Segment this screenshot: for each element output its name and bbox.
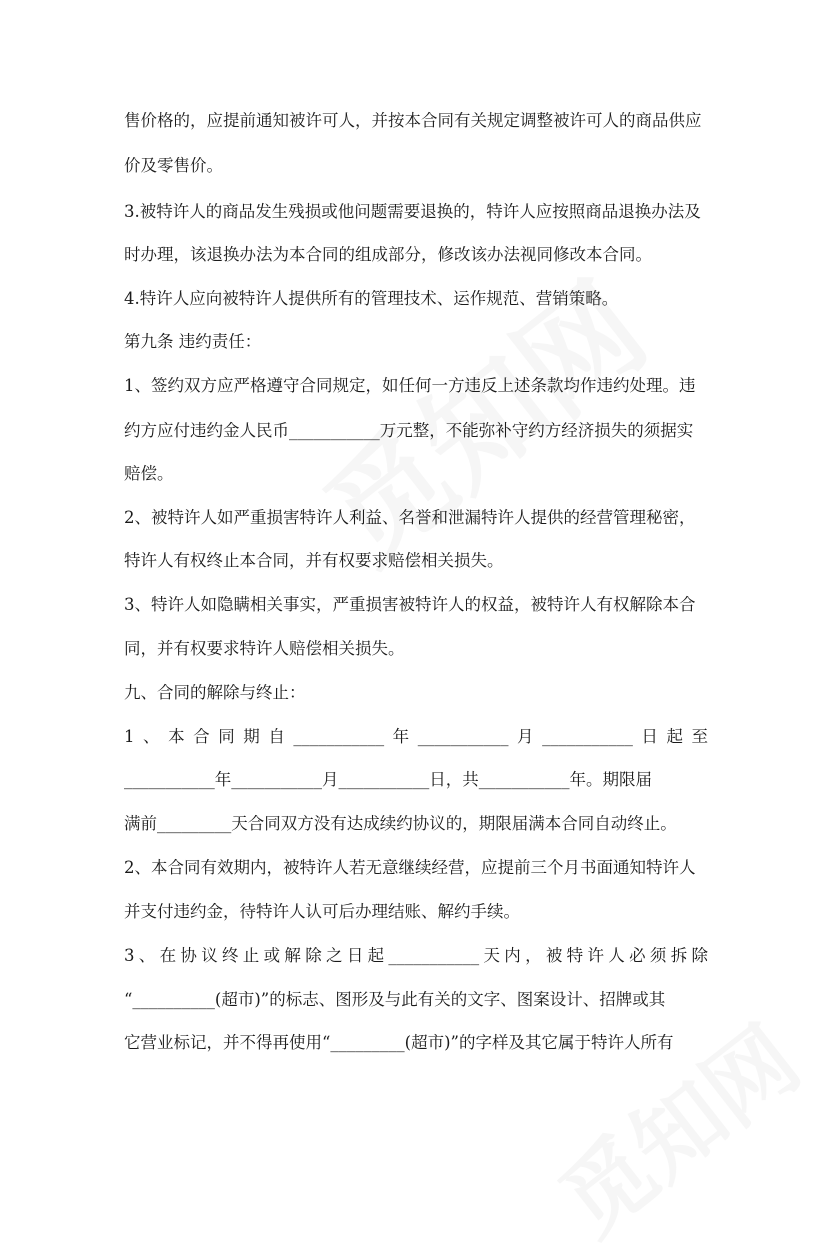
text-line: 2、本合同有效期内，被特许人若无意继续经营，应提前三个月书面通知特许人 bbox=[124, 858, 696, 877]
text-line: 3、特许人如隐瞒相关事实，严重损害被特许人的权益，被特许人有权解除本合 bbox=[124, 595, 696, 614]
text-line: 价及零售价。 bbox=[124, 156, 223, 175]
section-heading: 九、合同的解除与终止： bbox=[124, 683, 306, 702]
section-heading: 第九条 违约责任： bbox=[124, 332, 262, 351]
text-line: 时办理，该退换办法为本合同的组成部分，修改该办法视同修改本合同。 bbox=[124, 245, 652, 264]
text-line: 它营业标记，并不得再使用“_________(超市)”的字样及其它属于特许人所有 bbox=[124, 1033, 674, 1052]
text-line: 1、本合同期自___________年___________月___________日起至 bbox=[124, 727, 708, 746]
text-line: 4.特许人应向被特许人提供所有的管理技术、运作规范、营销策略。 bbox=[124, 289, 619, 308]
text-line: 赔偿。 bbox=[124, 464, 174, 483]
text-line: 满前_________天合同双方没有达成续约协议的，期限届满本合同自动终止。 bbox=[124, 814, 677, 833]
text-line: 1、签约双方应严格遵守合同规定，如任何一方违反上述条款均作违约处理。违 bbox=[124, 376, 696, 395]
text-line: 3.被特许人的商品发生残损或他问题需要退换的，特许人应按照商品退换办法及 bbox=[124, 202, 701, 221]
watermark bbox=[529, 991, 822, 1259]
text-line: 特许人有权终止本合同，并有权要求赔偿相关损失。 bbox=[124, 551, 504, 570]
text-line: 并支付违约金，待特许人认可后办理结账、解约手续。 bbox=[124, 902, 520, 921]
text-line: 2、被特许人如严重损害特许人利益、名誉和泄漏特许人提供的经营管理秘密， bbox=[124, 508, 696, 527]
text-line: ___________年___________月___________日，共___________年。期限届 bbox=[124, 770, 652, 789]
text-line: 约方应付违约金人民币___________万元整，不能弥补守约方经济损失的须据实 bbox=[124, 421, 694, 440]
text-line: 同，并有权要求特许人赔偿相关损失。 bbox=[124, 639, 405, 658]
text-line: “__________(超市)”的标志、图形及与此有关的文字、图案设计、招牌或其 bbox=[124, 990, 666, 1009]
text-line: 售价格的，应提前通知被许可人，并按本合同有关规定调整被许可人的商品供应 bbox=[124, 111, 702, 130]
text-line: 3、在协议终止或解除之日起___________天内，被特许人必须拆除 bbox=[124, 946, 708, 965]
